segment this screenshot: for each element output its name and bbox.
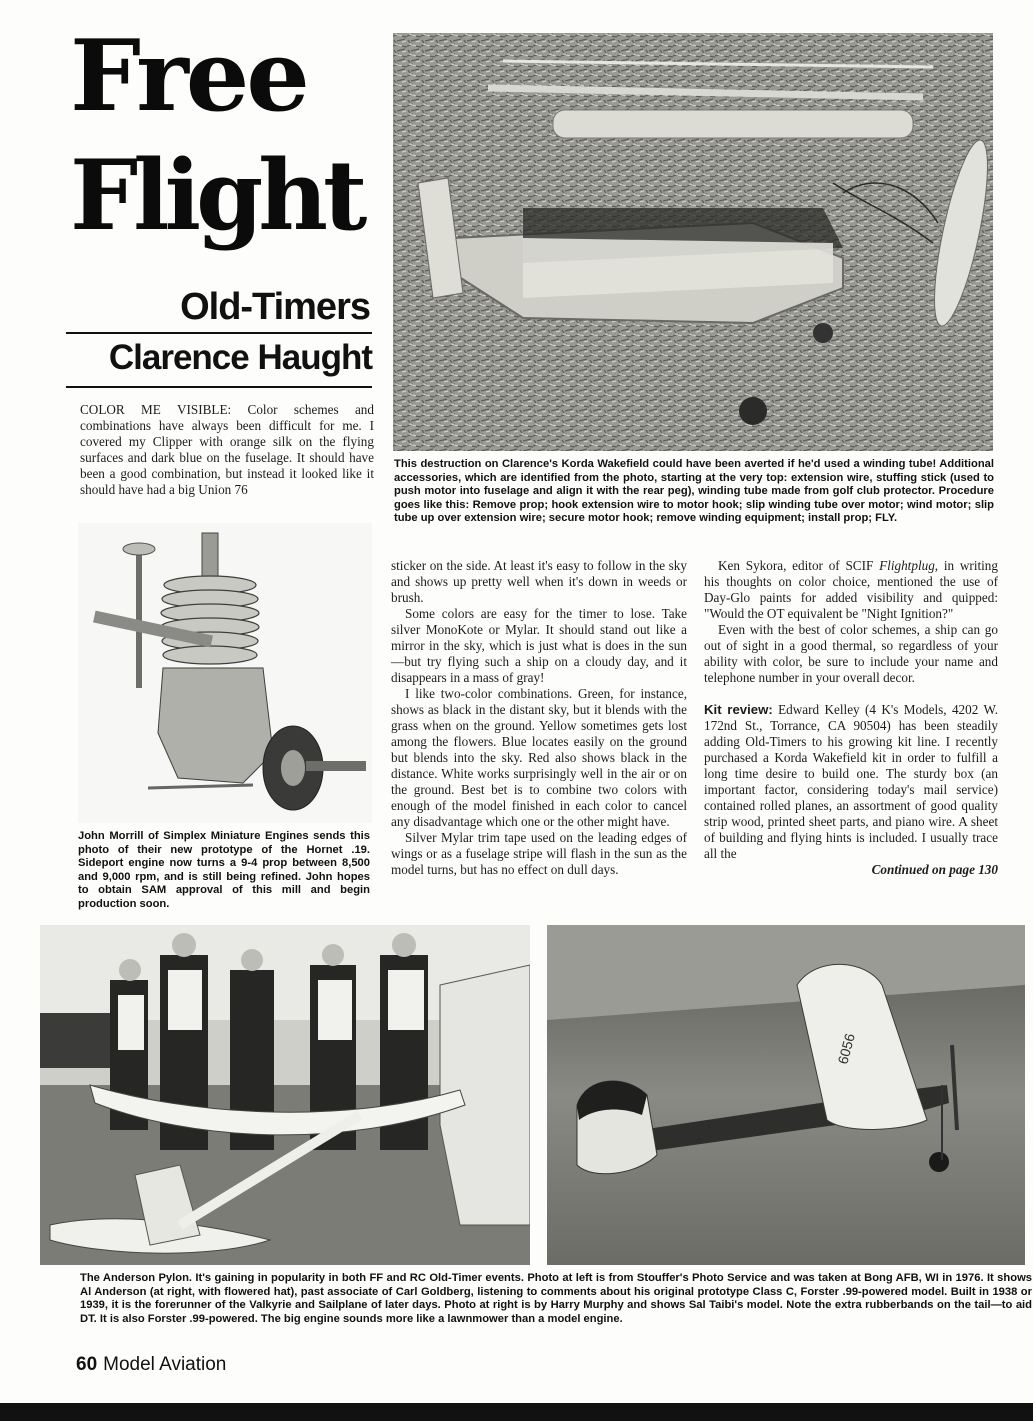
scan-border — [0, 1403, 1033, 1421]
page-number: 60 — [76, 1354, 98, 1375]
page-folio — [76, 1354, 226, 1376]
kit-review-text: Edward Kelley (4 K's Models, 4202 W. 172nd St., Torrance, CA 90504) has been steadily adding Old-Timers to his growing kit line. I recently purchased a Korda Wakefield kit in order to fulfill a long time desire to build one. The sturdy box (an important factor, considering today's mail service) contained rolled planes, an assortment of good quality strip wood, printed sheet parts, and piano wire. A sheet of building and flying hints is included. I usually trace all the — [704, 702, 998, 861]
col2-paragraph-3: I like two-color combinations. Green, for instance, shows as black in the distant sky, but it blends with the grass when on the ground. Yellow sometimes gets lost among the flowers. Blue locates easily on the ground but blends into the sky. Red also shows black in the distance. White works surprisingly well in the air or on the ground. Best bet is to combine two colors with enough of the model finished in each color to cancel any disadvantage which one or the other might have. — [391, 686, 687, 829]
kit-review-label: Kit review: — [704, 702, 773, 717]
col3-p1-text-b: , in writing his thoughts on color choice, mentioned the use of Day-Glo paints for added visibility and quipped: "Would the OT equivalent be "Night Ignition?" — [704, 558, 998, 621]
plane-number: 6056 — [834, 1031, 858, 1066]
continued-note: Continued on page 130 — [871, 862, 998, 877]
caption-anderson-pylon: The Anderson Pylon. It's gaining in popularity in both FF and RC Old-Timer events. Photo at left is from Stouffer's Photo Service and was taken at Bong AFB, WI in 1976. It shows Al Anderson (at right, with flowered hat), past associate of Carl Goldberg, listening to comments about his original prototype Class C, Forster .99-powered model. Built in 1938 or 1939, it is the forerunner of the Valkyrie and Sailplane of later days. Photo at right is by Harry Murphy and shows Sal Taibi's model. Note the extra rubberbands on the tail—to aid DT. It is also Forster .99-powered. The big engine sounds more like a lawnmower than a model engine. — [80, 1272, 1032, 1325]
kit-review-paragraph — [704, 702, 998, 862]
magazine-name: Model Aviation — [103, 1354, 227, 1375]
col2-paragraph-4: Silver Mylar trim tape used on the leading edges of wings or as a fuselage stripe will flash in the sun as the model turns, but has no effect on dull days. — [391, 830, 687, 877]
title-rule-bottom — [66, 386, 372, 388]
photo-wakefield-accessories — [393, 33, 993, 451]
photo-hornet-engine — [78, 523, 372, 823]
col2-paragraph-1: sticker on the side. At least it's easy to follow in the sky and shows up pretty well when it's down in weeds or brush. — [391, 558, 687, 605]
col2-paragraph-2: Some colors are easy for the timer to lose. Take silver MonoKote or Mylar. It should stand out like a mirror in the sky, which is just what is does in the sun—but try flying such a ship on a cloudy day, and it disappears in a mass of gray! — [391, 606, 687, 685]
title-rule-top — [66, 332, 372, 334]
column3 — [704, 558, 998, 878]
column2 — [391, 558, 687, 878]
col3-paragraph-1 — [704, 558, 998, 622]
engine-photo-art — [78, 523, 372, 823]
caption-engine: John Morrill of Simplex Miniature Engines sends this photo of their new prototype of the Hornet .19. Sideport engine now turns a 9-4 prop between 8,500 and 9,000 rpm, and is still being refined. John hopes to obtain SAM approval of this mill and begin production soon. — [78, 830, 370, 910]
intro-paragraph: COLOR ME VISIBLE: Color schemes and combinations have always been difficult for me. I covered my Clipper with orange silk on the flying surfaces and dark blue on the fuselage. It should have been a good combination, but instead it looked like it should have had a big Union 76 — [80, 402, 374, 497]
column1-intro — [80, 402, 374, 498]
wakefield-photo-art — [393, 33, 993, 451]
title-flight: Flight — [70, 139, 363, 252]
caption-wakefield: This destruction on Clarence's Korda Wakefield could have been averted if he'd used a winding tube! Additional accessories, which are identified from the photo, starting at the very top: extension wire, stuffing stick (used to push motor into fuselage and align it with the rear peg), winding tube made from golf club protector. Procedure goes like this: Remove prop; hook extension wire to motor hook; slip winding tube over motor; wind motor; slip tube up over extension wire; secure motor hook; remove winding equipment; install prop; FLY. — [394, 458, 994, 524]
photo-anderson-pylon-group — [40, 925, 530, 1265]
author-name: Clarence Haught — [108, 338, 372, 377]
photo-taibi-model — [547, 925, 1025, 1265]
subtitle: Old-Timers — [180, 286, 370, 328]
group-photo-art — [40, 925, 530, 1265]
col3-paragraph-2: Even with the best of color schemes, a ship can go out of sight in a good thermal, so regardless of your ability with color, be sure to include your name and telephone number in your overall decor. — [704, 622, 998, 685]
flightplug-title: Flightplug — [879, 558, 935, 573]
taibi-photo-art — [547, 925, 1025, 1265]
title-free: Free — [70, 19, 307, 134]
col3-p1-text-a: Ken Sykora, editor of SCIF — [718, 558, 880, 573]
